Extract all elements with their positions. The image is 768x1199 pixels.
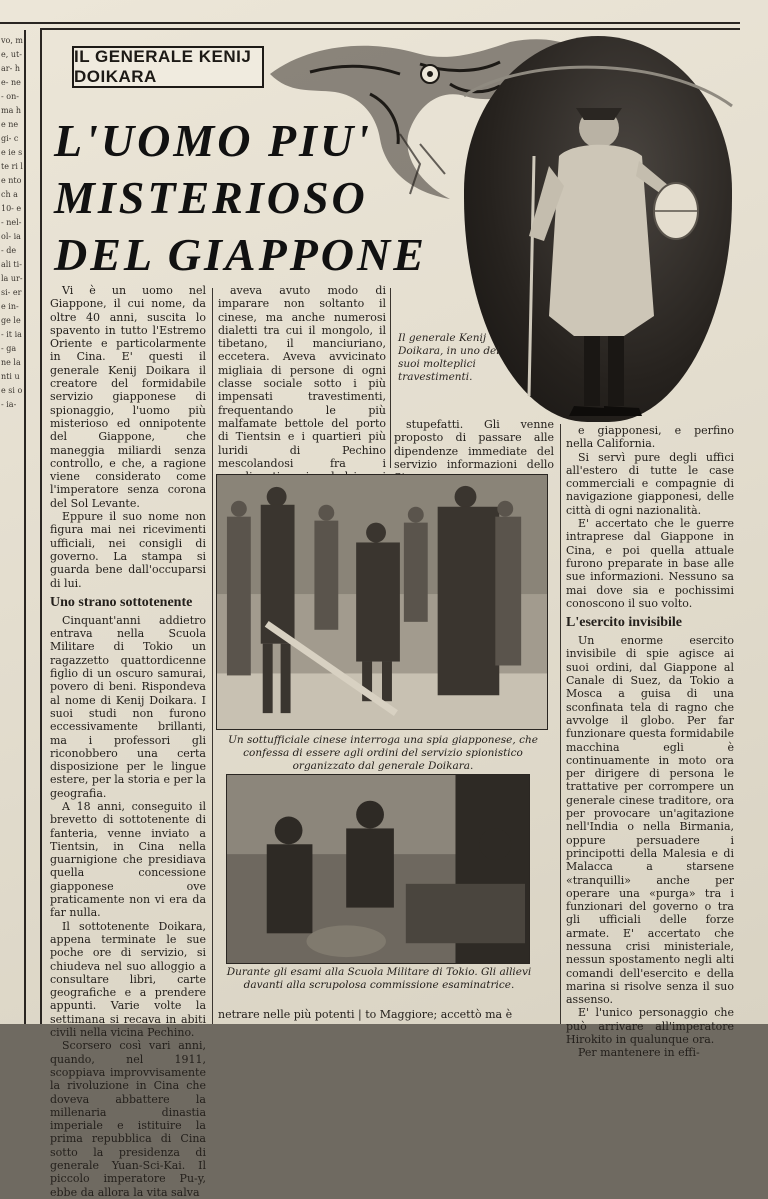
column-rule: [560, 424, 561, 1024]
military-school-caption: Durante gli esami alla Scuola Militare di Tokio. Gli allievi davanti alla scrupolosa commissione esaminatrice.: [226, 966, 532, 991]
paragraph: A 18 anni, conseguito il brevetto di sottotenente di fanteria, venne inviato a Tientsin, in Cina nella guarnigione che presidiava quella concessione giapponese ove praticamente non vi era da far nulla.: [50, 799, 206, 920]
paragraph: e giapponesi, e perfino nella California.: [566, 424, 734, 451]
paragraph: Per mantenere in effi-: [578, 1046, 700, 1060]
paragraph: Si servì pure degli uffici all'estero di tutte le case commerciali e compagnie di navigazione giapponesi, delle città di ogni nazionalità.: [566, 450, 734, 517]
paragraph: Scorsero così vari anni, quando, nel 1911, scoppiava improvvisamente la rivoluzione in Cina che doveva abbattere la millenaria dinastia imperiale e istituire la prima repubblica di Cina sotto la presidenza di generale Yuan-Sci-Kai. Il piccolo imperatore Pu-y, ebbe da allora la vita salva: [50, 1039, 206, 1199]
headline-line: MISTERIOSO: [54, 172, 368, 223]
paragraph: stupefatti. Gli venne proposto di passare alle dipendenze immediate del servizio informazioni dello: [394, 418, 554, 471]
paragraph: Il sottotenente Doikara, appena terminate le sue poche ore di servizio, si chiudeva nel suo alloggio a consultare libri, carte geografiche e a prendere appunti. Varie volte la settimana si recava in abiti civili nella vicina Pechino.: [50, 919, 206, 1040]
bottom-text-line: netrare nelle più potenti | to Maggiore; accettò ma è: [218, 1008, 513, 1021]
paragraph: E' l'unico personaggio che può arrivare all'imperatore Hirokito in qualunque ora.: [566, 1006, 734, 1047]
headline-line: L'UOMO PIU': [54, 115, 372, 166]
article-column-4: [566, 424, 734, 1060]
portrait-caption: Il generale Kenij Doikara, in uno dei suoi molteplici travestimenti.: [398, 332, 500, 383]
paragraph: Eppure il suo nome non figura mai nei ricevimenti ufficiali, nei consigli di governo. La stampa si guarda bene dall'occuparsi di lui.: [50, 510, 206, 590]
column-rule: [212, 288, 213, 1024]
kicker-label: IL GENERALE KENIJ DOIKARA: [72, 46, 264, 88]
article-column-2: [218, 284, 386, 470]
column-rule: [390, 288, 391, 468]
article-column-3: [394, 418, 554, 470]
interrogation-caption: Un sottufficiale cinese interroga una spia giapponese, che confessa di essere agli ordini del servizio spionistico organizzato dal generale Doikara.: [228, 734, 538, 772]
paragraph: aveva avuto modo di imparare non soltanto il cinese, ma anche numerosi dialetti tra cui il mongolo, il tibetano, il manciuriano, eccetera. Aveva avvicinato migliaia di persone di ogni classe sociale sotto i più impensati travestimenti, frequentando le più malfamate bettole del porto di Tientsin e i quartieri più luridi di Pechino mescolandosi fra i: [218, 284, 386, 470]
adjacent-column-fragment: vo, me, ut- ar- he- ne- on- ma he ne gi- ce ie ste ri le nto ch a 10- e- nel- ol- ia- de ali ti- la ur- si- ere in- ge le- it ia- ga ne la nti ue si o- ia-: [0, 30, 26, 1024]
paragraph: E' accertato che le guerre intraprese dal Giappone in Cina, e poi quella attuale furono preparate in base alle sue informazioni. Nessuno sa mai dove sia e pochissimi conoscono il suo volto.: [566, 517, 734, 610]
article-column-1: [50, 284, 206, 1199]
military-school-photo: [226, 774, 530, 964]
top-rule: [0, 22, 740, 24]
paragraph: Cinquant'anni addietro entrava nella Scuola Militare di Tokio un ragazzetto quattordicenne figlio di un oscuro samurai, povero di beni. Rispondeva al nome di Kenij Doikara. I suoi studi non furono eccessivamente brillanti, ma i professori gli riconobbero una certa disposizione per le lingue estere, per la storia e per la geografia.: [50, 613, 206, 800]
interrogation-photo: [216, 474, 548, 730]
headline: [54, 112, 454, 283]
section-heading: Uno strano sottotenente: [50, 594, 193, 610]
section-heading: L'esercito invisibile: [566, 615, 683, 631]
headline-line: DEL GIAPPONE: [54, 229, 427, 280]
paragraph: Vi è un uomo nel Giappone, il cui nome, da oltre 40 anni, suscita lo spavento in tutto l'Estremo Oriente e particolarmente in Cina. E' questi il generale Kenij Doikara il creatore del formidabile servizio giapponese di spionaggio, l'uomo più misterioso ed onnipotente del Giappone, che maneggia miliardi senza controllo, e che, a ragione viene considerato come l'imperatore senza corona del Sol Levante.: [50, 284, 206, 510]
paragraph: Un enorme esercito invisibile di spie agisce ai suoi ordini, dal Giappone al Canale di Suez, da Tokio a Mosca a guisa di una sconfinata tela di ragno che avvolge il globo. Per far funzionare questa formidabile macchina egli è continuamente in moto ora per dirigere di persona le trattative per corrompere un generale cinese traditore, ora per provocare un'agitazione nell'India o nella Birmania, oppure persuadere i principotti della Malesia e di Malacca a starsene «tranquilli» anche per operare una «purga» tra i funzionari del governo o tra gli ufficiali delle forze armate. E' accertato che nessuna crisi ministeriale, nessun spostamento negli alti comandi dell'esercito e della marina si risolve senza il suo assenso.: [566, 634, 734, 1007]
